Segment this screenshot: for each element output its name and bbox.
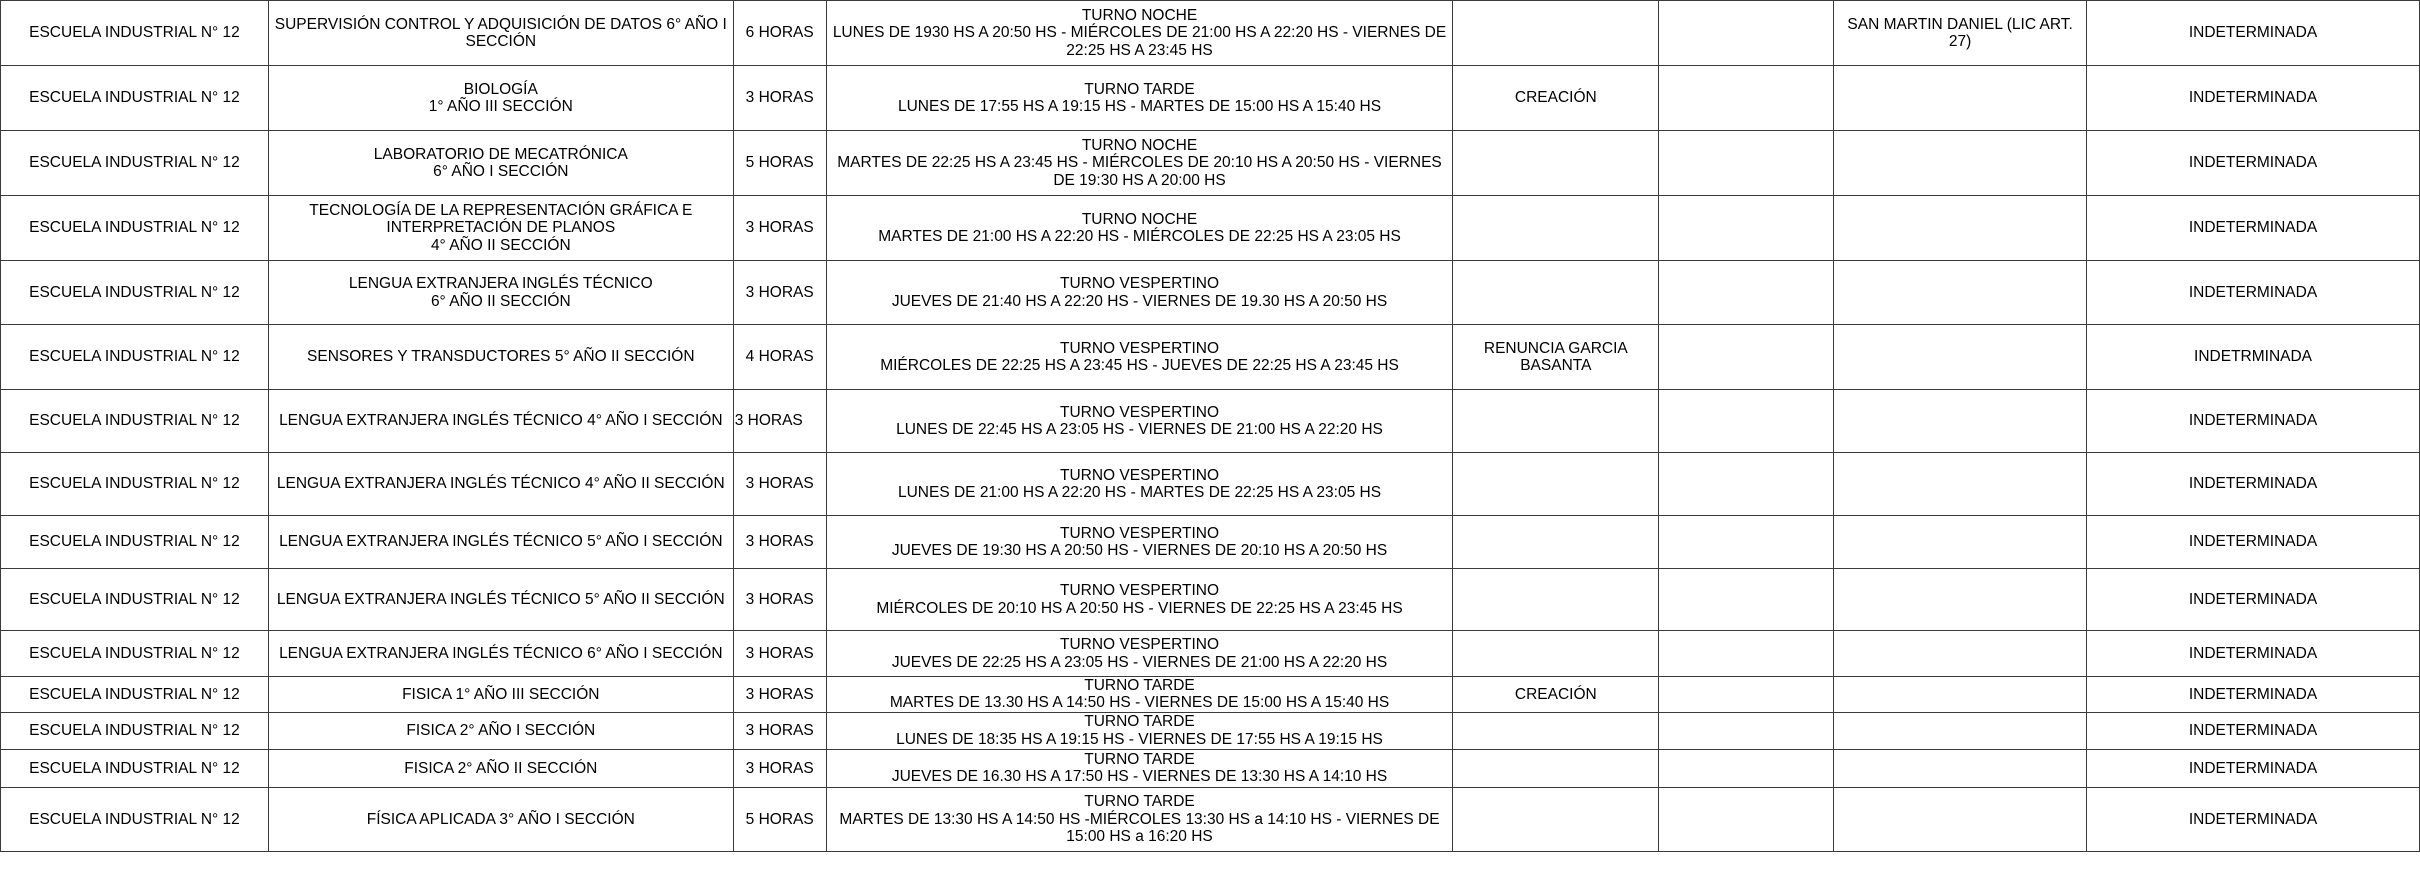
schedule-line: TURNO NOCHE: [1081, 136, 1198, 154]
schedule-line: TURNO TARDE: [1084, 750, 1195, 768]
teacher-cell: [1834, 325, 2087, 390]
schedule-cell: [826, 749, 1453, 787]
subject-line: FÍSICA APLICADA 3° AÑO I SECCIÓN: [366, 810, 635, 828]
subject-cell: [268, 749, 733, 787]
reason-cell: [1453, 390, 1659, 453]
status-cell: INDETERMINADA: [2087, 261, 2420, 325]
hours-cell: 3 HORAS: [733, 631, 826, 677]
reason-cell: [1453, 516, 1659, 569]
subject-line: LENGUA EXTRANJERA INGLÉS TÉCNICO 5° AÑO I SECCIÓN: [279, 533, 723, 551]
table-row: [1, 66, 2420, 131]
schedule-cell: [826, 516, 1453, 569]
schedule-cell: [826, 631, 1453, 677]
empty-cell: [1659, 325, 1834, 390]
schedule-line: TURNO VESPERTINO: [1059, 403, 1220, 421]
table-row: [1, 1, 2420, 66]
table-row: [1, 261, 2420, 325]
status-cell: INDETERMINADA: [2087, 196, 2420, 261]
teacher-cell: [1834, 787, 2087, 851]
hours-cell: 5 HORAS: [733, 787, 826, 851]
status-cell: INDETERMINADA: [2087, 516, 2420, 569]
schedule-line: MARTES DE 13.30 HS A 14:50 HS - VIERNES DE 15:00 HS A 15:40 HS: [889, 694, 1390, 712]
subject-cell: [268, 325, 733, 390]
schedule-line: TURNO VESPERTINO: [1059, 636, 1220, 654]
reason-cell: [1453, 569, 1659, 631]
teacher-cell: [1834, 749, 2087, 787]
schedule-line: TURNO VESPERTINO: [1059, 275, 1220, 293]
schedule-line: LUNES DE 18:35 HS A 19:15 HS - VIERNES DE 17:55 HS A 19:15 HS: [896, 730, 1383, 748]
subject-line: LENGUA EXTRANJERA INGLÉS TÉCNICO 4° AÑO I SECCIÓN: [279, 412, 723, 430]
schedule-line: MARTES DE 21:00 HS A 22:20 HS - MIÉRCOLES DE 22:25 HS A 23:05 HS: [878, 228, 1401, 245]
status-cell: INDETERMINADA: [2087, 787, 2420, 851]
schedule-line: TURNO VESPERTINO: [1059, 339, 1220, 357]
schedule-line: TURNO NOCHE: [1081, 210, 1198, 228]
reason-cell: [1453, 787, 1659, 851]
empty-cell: [1659, 1, 1834, 66]
school-cell: ESCUELA INDUSTRIAL N° 12: [1, 196, 269, 261]
schedule-cell: [826, 390, 1453, 453]
teacher-cell: [1834, 516, 2087, 569]
status-cell: INDETRMINADA: [2087, 325, 2420, 390]
table-row: [1, 712, 2420, 749]
subject-line: 6° AÑO II SECCIÓN: [430, 292, 571, 310]
schedule-line: TURNO TARDE: [1084, 677, 1195, 694]
subject-cell: [268, 516, 733, 569]
schedule-line: TURNO VESPERTINO: [1059, 582, 1220, 600]
table-row: [1, 749, 2420, 787]
reason-cell: [1453, 131, 1659, 196]
reason-cell: [1453, 712, 1659, 749]
hours-cell: 3 HORAS: [733, 453, 826, 516]
subject-line: FISICA 2° AÑO I SECCIÓN: [406, 722, 596, 740]
status-cell: INDETERMINADA: [2087, 1, 2420, 66]
schedule-line: TURNO VESPERTINO: [1059, 466, 1220, 484]
subject-line: LABORATORIO DE MECATRÓNICA: [373, 145, 628, 163]
schedule-cell: [826, 453, 1453, 516]
schedule-line: JUEVES DE 16.30 HS A 17:50 HS - VIERNES DE 13:30 HS A 14:10 HS: [891, 768, 1388, 786]
reason-cell: CREACIÓN: [1453, 66, 1659, 131]
schedule-line: MIÉRCOLES DE 20:10 HS A 20:50 HS - VIERNES DE 22:25 HS A 23:45 HS: [876, 599, 1403, 617]
subject-line: TECNOLOGÍA DE LA REPRESENTACIÓN GRÁFICA E INTERPRETACIÓN DE PLANOS: [309, 201, 693, 237]
schedule-cell: [826, 787, 1453, 851]
reason-cell: [1453, 196, 1659, 261]
schedule-cell: [826, 712, 1453, 749]
reason-cell: [1453, 749, 1659, 787]
subject-cell: [268, 712, 733, 749]
table-row: [1, 325, 2420, 390]
empty-cell: [1659, 787, 1834, 851]
school-cell: ESCUELA INDUSTRIAL N° 12: [1, 712, 269, 749]
hours-cell: 4 HORAS: [733, 325, 826, 390]
subject-line: 1° AÑO III SECCIÓN: [428, 98, 573, 115]
school-cell: ESCUELA INDUSTRIAL N° 12: [1, 325, 269, 390]
hours-cell: 3 HORAS: [733, 390, 826, 453]
reason-cell: [1453, 453, 1659, 516]
schedule-line: TURNO VESPERTINO: [1059, 524, 1220, 542]
subject-cell: [268, 390, 733, 453]
school-cell: ESCUELA INDUSTRIAL N° 12: [1, 261, 269, 325]
schedule-cell: [826, 1, 1453, 66]
empty-cell: [1659, 390, 1834, 453]
status-cell: INDETERMINADA: [2087, 749, 2420, 787]
empty-cell: [1659, 631, 1834, 677]
reason-cell: [1453, 1, 1659, 66]
empty-cell: [1659, 66, 1834, 131]
school-cell: ESCUELA INDUSTRIAL N° 12: [1, 516, 269, 569]
hours-cell: 3 HORAS: [733, 569, 826, 631]
schedule-line: MARTES DE 13:30 HS A 14:50 HS -MIÉRCOLES 13:30 HS a 14:10 HS - VIERNES DE 15:00 HS a 16:20 HS: [839, 810, 1440, 845]
schedule-cell: [826, 196, 1453, 261]
hours-cell: 3 HORAS: [733, 66, 826, 131]
empty-cell: [1659, 749, 1834, 787]
empty-cell: [1659, 196, 1834, 261]
subject-line: LENGUA EXTRANJERA INGLÉS TÉCNICO 5° AÑO II SECCIÓN: [276, 590, 725, 608]
hours-cell: 3 HORAS: [733, 196, 826, 261]
status-cell: INDETERMINADA: [2087, 631, 2420, 677]
schedule-line: LUNES DE 21:00 HS A 22:20 HS - MARTES DE 22:25 HS A 23:05 HS: [897, 484, 1382, 501]
subject-line: SENSORES Y TRANSDUCTORES 5° AÑO II SECCIÓN: [307, 348, 695, 366]
schedule-line: LUNES DE 1930 HS A 20:50 HS - MIÉRCOLES DE 21:00 HS A 22:20 HS - VIERNES DE 22:25 HS A 23:45 HS: [832, 24, 1447, 59]
teacher-cell: [1834, 712, 2087, 749]
status-cell: INDETERMINADA: [2087, 569, 2420, 631]
schedule-cell: [826, 261, 1453, 325]
schedule-line: TURNO NOCHE: [1081, 6, 1198, 24]
subject-line: LENGUA EXTRANJERA INGLÉS TÉCNICO 6° AÑO I SECCIÓN: [279, 644, 723, 662]
teacher-cell: [1834, 131, 2087, 196]
teacher-cell: [1834, 453, 2087, 516]
empty-cell: [1659, 677, 1834, 713]
status-cell: INDETERMINADA: [2087, 131, 2420, 196]
schedule-line: TURNO TARDE: [1084, 80, 1195, 98]
subject-line: LENGUA EXTRANJERA INGLÉS TÉCNICO: [348, 275, 653, 293]
school-cell: ESCUELA INDUSTRIAL N° 12: [1, 390, 269, 453]
school-cell: ESCUELA INDUSTRIAL N° 12: [1, 1, 269, 66]
reason-cell: [1453, 261, 1659, 325]
table-row: [1, 131, 2420, 196]
table-row: [1, 787, 2420, 851]
subject-cell: [268, 131, 733, 196]
schedule-line: MIÉRCOLES DE 22:25 HS A 23:45 HS - JUEVES DE 22:25 HS A 23:45 HS: [880, 357, 1399, 374]
subject-cell: [268, 261, 733, 325]
school-cell: ESCUELA INDUSTRIAL N° 12: [1, 677, 269, 713]
teacher-cell: SAN MARTIN DANIEL (LIC ART. 27): [1834, 1, 2087, 66]
table-row: [1, 196, 2420, 261]
subject-cell: [268, 66, 733, 131]
schedule-cell: [826, 66, 1453, 131]
schedule-line: JUEVES DE 22:25 HS A 23:05 HS - VIERNES DE 21:00 HS A 22:20 HS: [891, 653, 1388, 671]
hours-cell: 3 HORAS: [733, 261, 826, 325]
hours-cell: 5 HORAS: [733, 131, 826, 196]
table-row: [1, 677, 2420, 713]
schedule-cell: [826, 677, 1453, 713]
status-cell: INDETERMINADA: [2087, 677, 2420, 713]
teacher-cell: [1834, 677, 2087, 713]
reason-cell: [1453, 631, 1659, 677]
subject-cell: [268, 677, 733, 713]
school-cell: ESCUELA INDUSTRIAL N° 12: [1, 569, 269, 631]
teacher-cell: [1834, 66, 2087, 131]
subject-line: 6° AÑO I SECCIÓN: [433, 163, 569, 180]
schedule-line: MARTES DE 22:25 HS A 23:45 HS - MIÉRCOLES DE 20:10 HS A 20:50 HS - VIERNES DE 19:30 HS A 20:00 HS: [837, 154, 1442, 189]
reason-cell: RENUNCIA GARCIA BASANTA: [1453, 325, 1659, 390]
hours-cell: 6 HORAS: [733, 1, 826, 66]
teacher-cell: [1834, 196, 2087, 261]
teacher-cell: [1834, 390, 2087, 453]
table-row: [1, 631, 2420, 677]
empty-cell: [1659, 569, 1834, 631]
empty-cell: [1659, 516, 1834, 569]
teacher-cell: [1834, 631, 2087, 677]
teacher-cell: [1834, 569, 2087, 631]
schedule-line: LUNES DE 17:55 HS A 19:15 HS - MARTES DE 15:00 HS A 15:40 HS: [897, 98, 1382, 115]
status-cell: INDETERMINADA: [2087, 66, 2420, 131]
subject-line: 4° AÑO II SECCIÓN: [430, 236, 571, 254]
hours-cell: 3 HORAS: [733, 677, 826, 713]
empty-cell: [1659, 712, 1834, 749]
empty-cell: [1659, 453, 1834, 516]
empty-cell: [1659, 131, 1834, 196]
subject-cell: [268, 631, 733, 677]
schedule-cell: [826, 325, 1453, 390]
hours-cell: 3 HORAS: [733, 516, 826, 569]
schedule-line: TURNO TARDE: [1084, 793, 1195, 811]
school-cell: ESCUELA INDUSTRIAL N° 12: [1, 131, 269, 196]
subject-cell: [268, 196, 733, 261]
schedule-cell: [826, 131, 1453, 196]
teacher-cell: [1834, 261, 2087, 325]
school-cell: ESCUELA INDUSTRIAL N° 12: [1, 66, 269, 131]
subject-line: FISICA 2° AÑO II SECCIÓN: [404, 759, 598, 777]
subject-cell: [268, 453, 733, 516]
hours-cell: 3 HORAS: [733, 749, 826, 787]
table-row: [1, 390, 2420, 453]
school-cell: ESCUELA INDUSTRIAL N° 12: [1, 749, 269, 787]
subject-line: FISICA 1° AÑO III SECCIÓN: [402, 685, 600, 703]
status-cell: INDETERMINADA: [2087, 390, 2420, 453]
table-row: [1, 453, 2420, 516]
subject-line: LENGUA EXTRANJERA INGLÉS TÉCNICO 4° AÑO II SECCIÓN: [276, 475, 725, 493]
subject-cell: [268, 569, 733, 631]
schedule-line: LUNES DE 22:45 HS A 23:05 HS - VIERNES DE 21:00 HS A 22:20 HS: [896, 421, 1383, 438]
hours-cell: 3 HORAS: [733, 712, 826, 749]
subject-line: SUPERVISIÓN CONTROL Y ADQUISICIÓN DE DATOS 6° AÑO I SECCIÓN: [274, 15, 727, 50]
table-row: [1, 516, 2420, 569]
status-cell: INDETERMINADA: [2087, 712, 2420, 749]
schedule-line: JUEVES DE 21:40 HS A 22:20 HS - VIERNES DE 19.30 HS A 20:50 HS: [891, 292, 1388, 310]
schedule-line: TURNO TARDE: [1084, 713, 1195, 731]
school-cell: ESCUELA INDUSTRIAL N° 12: [1, 787, 269, 851]
subject-line: BIOLOGÍA: [463, 80, 538, 98]
status-cell: INDETERMINADA: [2087, 453, 2420, 516]
reason-cell: CREACIÓN: [1453, 677, 1659, 713]
subject-cell: [268, 787, 733, 851]
school-cell: ESCUELA INDUSTRIAL N° 12: [1, 631, 269, 677]
school-cell: ESCUELA INDUSTRIAL N° 12: [1, 453, 269, 516]
schedule-line: JUEVES DE 19:30 HS A 20:50 HS - VIERNES DE 20:10 HS A 20:50 HS: [891, 542, 1388, 559]
empty-cell: [1659, 261, 1834, 325]
schedule-cell: [826, 569, 1453, 631]
subject-cell: [268, 1, 733, 66]
table-row: [1, 569, 2420, 631]
